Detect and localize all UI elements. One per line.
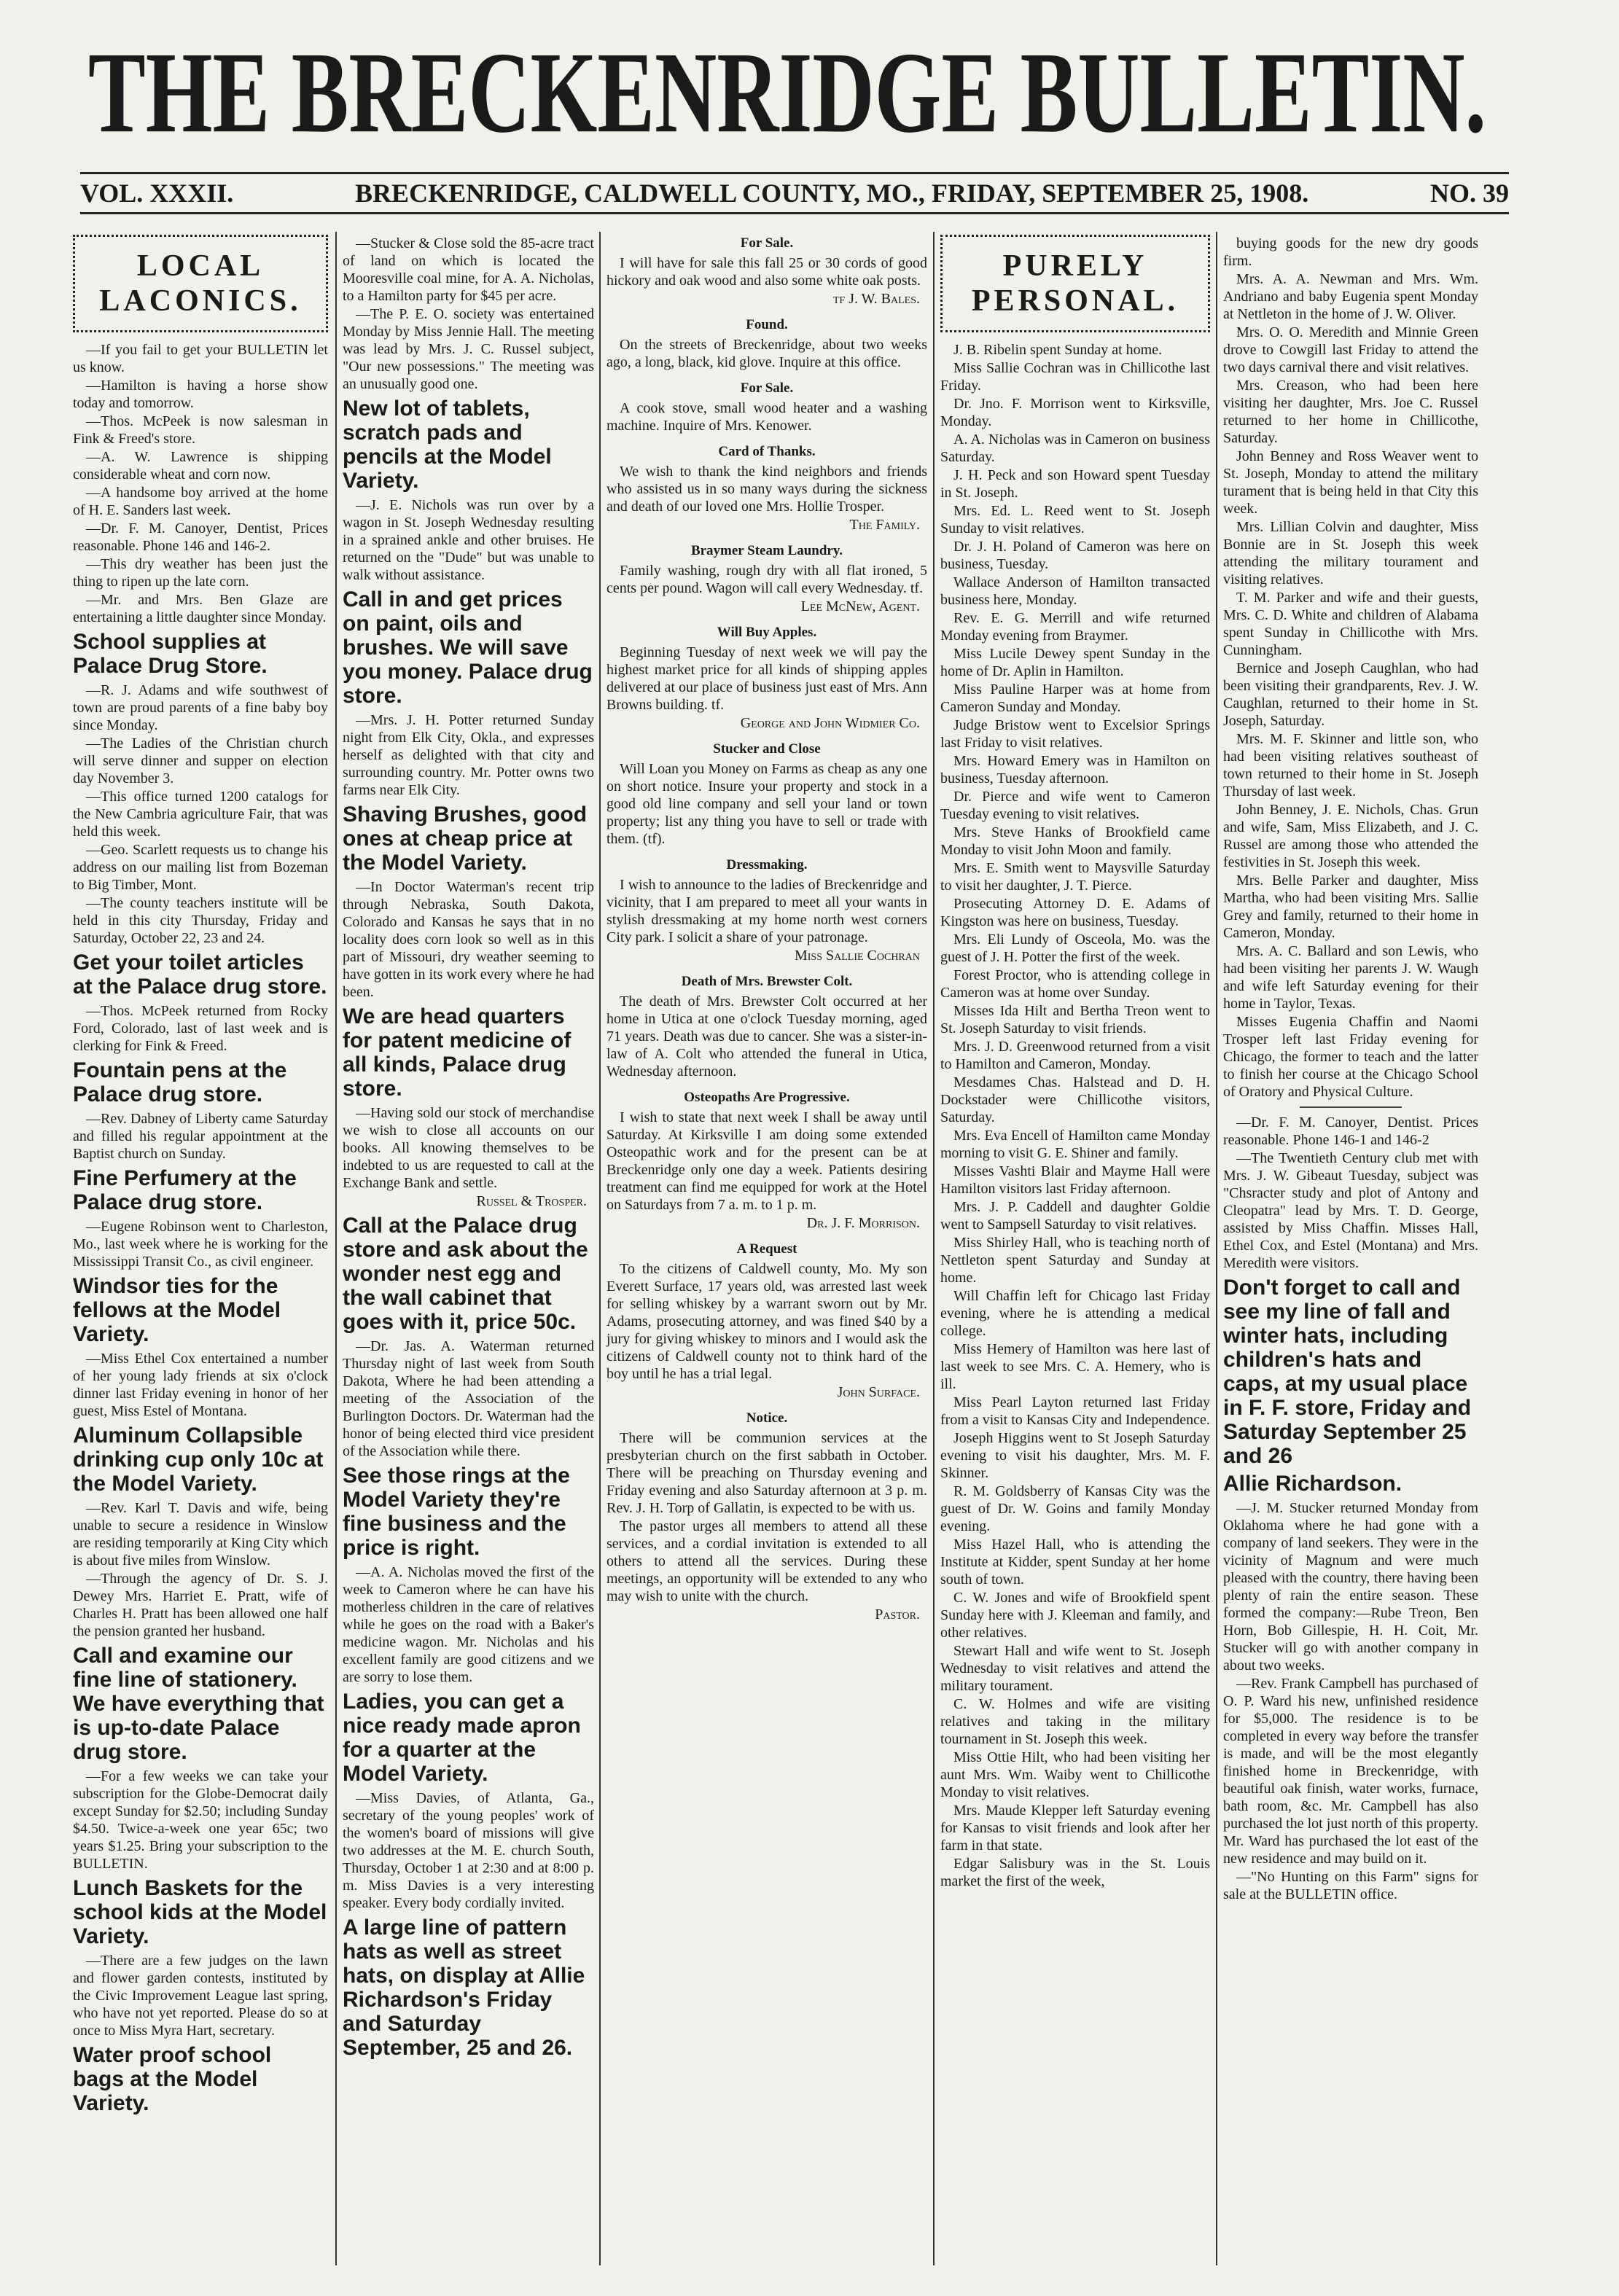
- news-item: J. H. Peck and son Howard spent Tuesday in St. Joseph.: [940, 467, 1210, 501]
- advertisement: Call in and get prices on paint, oils and brushes. We will save you money. Palace drug store.: [343, 587, 593, 708]
- advertisement: See those rings at the Model Variety they're fine business and the price is right.: [343, 1464, 570, 1560]
- news-item: Misses Ida Hilt and Bertha Treon went to St. Joseph Saturday to visit friends.: [940, 1003, 1210, 1036]
- news-item: —Miss Ethel Cox entertained a number of her young lady friends at six o'clock dinner last Friday evening in honor of her guest, Miss Estel of Montana.: [73, 1351, 328, 1419]
- news-item: —"No Hunting on this Farm" signs for sale at the BULLETIN office.: [1223, 1869, 1478, 1902]
- news-item: John Benney, J. E. Nichols, Chas. Grun and wife, Sam, Miss Elizabeth, and J. C. Russel are among those who attended the festivities in St. Joseph this week.: [1223, 802, 1478, 870]
- news-item: Mrs. A. C. Ballard and son Lewis, who had been visiting her parents J. W. Waugh and wife left Saturday evening for their home in Taylor, Texas.: [1223, 943, 1478, 1012]
- news-item: Mrs. Howard Emery was in Hamilton on business, Tuesday afternoon.: [940, 753, 1210, 786]
- news-item: —Dr. F. M. Canoyer, Dentist. Prices reasonable. Phone 146-1 and 146-2: [1223, 1114, 1478, 1148]
- advertisement: Allie Richardson.: [1223, 1472, 1403, 1496]
- news-item: —In Doctor Waterman's recent trip through Nebraska, South Dakota, Colorado and Kansas he says that in no locality does corn look so well as in this part of Missouri, dry weather seeming to have gotten in its work every where he had been.: [343, 879, 594, 1000]
- news-item: —R. J. Adams and wife southwest of town are proud parents of a fine baby boy since Monday.: [73, 682, 328, 733]
- news-item: Misses Vashti Blair and Mayme Hall were Hamilton visitors last Friday afternoon.: [940, 1163, 1210, 1197]
- advertisement: Don't forget to call and see my line of fall and winter hats, including children's hats and caps, at my usual place in F. F. store, Friday and Saturday September 25 and 26: [1223, 1276, 1472, 1468]
- article-heading: For Sale.: [740, 235, 794, 251]
- news-item: —For a few weeks we can take your subscription for the Globe-Democrat daily except Sunday for $2.50; including Sunday $4.50. Twice-a-week one year 65c; two years $1.25. Bring your subscription to the BULLETIN.: [73, 1768, 328, 1872]
- advertisement: Fine Perfumery at the Palace drug store.: [73, 1166, 297, 1214]
- advertisement: Shaving Brushes, good ones at cheap price at the Model Variety.: [343, 803, 588, 875]
- news-item: —This office turned 1200 catalogs for the New Cambria agriculture Fair, that was held this week.: [73, 789, 328, 840]
- article-heading: Notice.: [746, 1410, 788, 1426]
- news-item: On the streets of Breckenridge, about two weeks ago, a long, black, kid glove. Inquire at this office.: [606, 337, 927, 370]
- column-2: [343, 235, 594, 2063]
- news-item: —Through the agency of Dr. S. J. Dewey Mrs. Harriet E. Pratt, wife of Charles H. Pratt has been allowed one half the pension granted her husband.: [73, 1571, 328, 1639]
- news-item: T. M. Parker and wife and their guests, Mrs. C. D. White and children of Alabama spent Sunday in Chillicothe with Mrs. Cunningham.: [1223, 590, 1478, 658]
- news-item: Will Chaffin left for Chicago last Friday evening, where he is attending a medical college.: [940, 1288, 1210, 1339]
- news-item: Mrs. O. O. Meredith and Minnie Green drove to Cowgill last Friday to attend the two days carnival there and visit relatives.: [1223, 324, 1478, 375]
- news-item: Mrs. J. P. Caddell and daughter Goldie went to Sampsell Saturday to visit relatives.: [940, 1199, 1210, 1233]
- signature: Dr. J. F. Morrison.: [806, 1215, 920, 1231]
- news-item: Edgar Salisbury was in the St. Louis market the first of the week,: [940, 1856, 1210, 1889]
- column-3: [606, 235, 927, 1625]
- article-heading: Found.: [746, 317, 788, 332]
- news-item: C. W. Holmes and wife are visiting relatives and taking in the military tournament in St. Joseph this week.: [940, 1696, 1210, 1747]
- news-item: The pastor urges all members to attend all these services, and a cordial invitation is extended to all others to attend all the services. During these meetings, an opportunity will be extended to any who may wish to unite with the church.: [606, 1518, 927, 1604]
- news-item: Mrs. J. D. Greenwood returned from a visit to Hamilton and Cameron, Monday.: [940, 1039, 1210, 1072]
- news-item: Joseph Higgins went to St Joseph Saturday evening to visit his daughter, Mrs. M. F. Skinner.: [940, 1430, 1210, 1481]
- column-rule: [933, 232, 935, 2265]
- news-item: Miss Lucile Dewey spent Sunday in the home of Dr. Aplin in Hamilton.: [940, 646, 1210, 679]
- news-item: —Mr. and Mrs. Ben Glaze are entertaining a little daughter since Monday.: [73, 592, 328, 625]
- advertisement: School supplies at Palace Drug Store.: [73, 630, 268, 678]
- news-item: —Having sold our stock of merchandise we wish to close all accounts on our books. All knowing themselves to be indebted to us are requested to call at the Exchange Bank and settle.: [343, 1105, 594, 1191]
- advertisement: A large line of pattern hats as well as street hats, on display at Allie Richardson's Friday and Saturday September, 25 and 26.: [343, 1916, 585, 2060]
- news-item: Miss Hemery of Hamilton was here last of last week to see Mrs. C. A. Hemery, who is ill.: [940, 1341, 1210, 1392]
- news-item: Stewart Hall and wife went to St. Joseph Wednesday to visit relatives and attend the military tourament.: [940, 1643, 1210, 1694]
- news-item: I will have for sale this fall 25 or 30 cords of good hickory and oak wood and also some white oak posts.: [606, 255, 927, 289]
- dateline: [80, 172, 1509, 214]
- news-item: Miss Shirley Hall, who is teaching north of Nettleton spent Saturday and Sunday at home.: [940, 1235, 1210, 1286]
- news-item: Beginning Tuesday of next week we will pay the highest market price for all kinds of shipping apples delivered at our place of business just east of Mrs. Ann Browns building. tf.: [606, 644, 927, 713]
- masthead-title: THE BRECKENRIDGE BULLETIN.: [88, 28, 1486, 157]
- advertisement: Get your toilet articles at the Palace drug store.: [73, 950, 327, 999]
- separator-rule: [1300, 1106, 1402, 1108]
- advertisement: We are head quarters for patent medicine of all kinds, Palace drug store.: [343, 1004, 571, 1101]
- news-item: Mrs. Ed. L. Reed went to St. Joseph Sunday to visit relatives.: [940, 503, 1210, 536]
- news-item: Miss Ottie Hilt, who had been visiting her aunt Mrs. Wm. Waiby went to Chillicothe Monday to visit relatives.: [940, 1749, 1210, 1800]
- article-heading: Stucker and Close: [713, 741, 821, 757]
- advertisement: New lot of tablets, scratch pads and pencils at the Model Variety.: [343, 397, 552, 493]
- news-item: Mrs. Eva Encell of Hamilton came Monday morning to visit G. E. Shiner and family.: [940, 1128, 1210, 1161]
- news-item: Mrs. Lillian Colvin and daughter, Miss Bonnie are in St. Joseph this week attending the military tourament and visiting relatives.: [1223, 519, 1478, 587]
- signature: George and John Widmier Co.: [740, 715, 920, 731]
- news-item: —A. A. Nicholas moved the first of the week to Cameron where he can have his motherless children in the care of relatives while he goes on the road with a Baker's medicine wagon. Mr. Nicholas and his excellent family are good citizens and we are sorry to lose them.: [343, 1564, 594, 1685]
- article-heading: Braymer Steam Laundry.: [690, 543, 843, 558]
- volume-number: VOL. XXXII.: [80, 179, 234, 208]
- news-item: Will Loan you Money on Farms as cheap as any one on short notice. Insure your property and stock in a good old line company and sell your land or town property; list any thing you have to sell or trade with them. (tf).: [606, 761, 927, 847]
- news-item: Mrs. M. F. Skinner and little son, who had been visiting relatives southeast of town returned to their home in St. Joseph Thursday of last week.: [1223, 731, 1478, 800]
- advertisement: Windsor ties for the fellows at the Model Variety.: [73, 1274, 281, 1346]
- column-1: [73, 235, 328, 2119]
- news-item: —The Twentieth Century club met with Mrs. J. W. Gibeaut Tuesday, subject was "Chsracter study and plot of Antony and Cleopatra" lead by Mrs. T. D. George, assisted by Miss Chaffin. Misses Hall, Ethel Cox, and Estel (Montana) and Mrs. Meredith were visitors.: [1223, 1150, 1478, 1271]
- news-item: —J. E. Nichols was run over by a wagon in St. Joseph Wednesday resulting in a sprained ankle and other bruises. He returned on the "Dude" but was unable to walk without assistance.: [343, 497, 594, 583]
- advertisement: Call at the Palace drug store and ask about the wonder nest egg and the wall cabinet that goes with it, price 50c.: [343, 1214, 588, 1334]
- news-item: —Rev. Frank Campbell has purchased of O. P. Ward his new, unfinished residence for $5,000. The residence is to be completed in every way before the transfer is made, and will be the most elegantly finished home in Breckenridge, with beautiful oak finish, water works, furnace, bath room, &c. Mr. Campbell has also purchased the lot just north of this property. Mr. Ward has purchased the lot east of the new residence and may build on it.: [1223, 1676, 1478, 1867]
- signature: tf J. W. Bales.: [832, 291, 920, 307]
- article-heading: Osteopaths Are Progressive.: [684, 1090, 850, 1105]
- signature: Miss Sallie Cochran: [794, 948, 920, 964]
- news-item: —Eugene Robinson went to Charleston, Mo., last week where he is working for the Mississippi Transit Co., as civil engineer.: [73, 1219, 328, 1270]
- news-item: J. B. Ribelin spent Sunday at home.: [953, 342, 1163, 358]
- news-item: Miss Sallie Cochran was in Chillicothe last Friday.: [940, 360, 1210, 394]
- news-item: —J. M. Stucker returned Monday from Oklahoma where he had gone with a company of land seekers. They were in the vicinity of Magnum and were much pleased with the country, there having been plenty of rain the entire season. These formed the company:—Rube Treon, Ben Horn, Bob Gillespie, H. H. Coit, Mr. Stucker will go with another company in about two weeks.: [1223, 1500, 1478, 1674]
- news-item: Bernice and Joseph Caughlan, who had been visiting their grandparents, Rev. J. W. Caughlan, returned to their home in St. Joseph, Saturday.: [1223, 660, 1478, 729]
- news-item: Judge Bristow went to Excelsior Springs last Friday to visit relatives.: [940, 717, 1210, 751]
- signature: John Surface.: [837, 1384, 920, 1400]
- news-item: Forest Proctor, who is attending college in Cameron was at home over Sunday.: [940, 967, 1210, 1001]
- news-item: Prosecuting Attorney D. E. Adams of Kingston was here on business, Tuesday.: [940, 896, 1210, 929]
- signature: Russel & Trosper.: [476, 1193, 587, 1209]
- advertisement: Lunch Baskets for the school kids at the Model Variety.: [73, 1876, 327, 1948]
- news-item: R. M. Goldsberry of Kansas City was the guest of Dr. W. Goins and family Monday evening.: [940, 1483, 1210, 1534]
- news-item: —Rev. Karl T. Davis and wife, being unable to secure a residence in Winslow are residing temporarily at King City which is about five miles from Winslow.: [73, 1500, 328, 1569]
- article-heading: A Request: [736, 1241, 797, 1257]
- news-item: —Miss Davies, of Atlanta, Ga., secretary of the young peoples' work of the women's board of missions will give two addresses at the M. E. church South, Thursday, October 1 at 2:30 and at 8:00 p. m. Miss Davies is a very interesting speaker. Every body cordially invited.: [343, 1790, 594, 1911]
- news-item: Wallace Anderson of Hamilton transacted business here, Monday.: [940, 574, 1210, 608]
- news-item: Miss Hazel Hall, who is attending the Institute at Kidder, spent Sunday at her home south of town.: [940, 1536, 1210, 1588]
- advertisement: Call and examine our fine line of stationery. We have everything that is up-to-date Palace drug store.: [73, 1644, 324, 1764]
- news-item: Miss Pauline Harper was at home from Cameron Sunday and Monday.: [940, 682, 1210, 715]
- news-item: Misses Eugenia Chaffin and Naomi Trosper left last Friday evening for Chicago, the former to teach and the latter to finish her course at the Chicago School of Oratory and Physical Culture.: [1223, 1014, 1478, 1100]
- column-5: [1223, 235, 1478, 1904]
- place-and-date: BRECKENRIDGE, CALDWELL COUNTY, MO., FRIDAY, SEPTEMBER 25, 1908.: [355, 179, 1309, 208]
- section-banner: LOCAL LACONICS.: [73, 235, 328, 332]
- news-item: Rev. E. G. Merrill and wife returned Monday evening from Braymer.: [940, 610, 1210, 644]
- article-heading: Will Buy Apples.: [717, 625, 817, 640]
- news-item: —There are a few judges on the lawn and flower garden contests, instituted by the Civic Improvement League last spring, who have not yet reported. Please do so at once to Miss Myra Hart, secretary.: [73, 1953, 328, 2039]
- news-item: —A. W. Lawrence is shipping considerable wheat and corn now.: [73, 449, 328, 483]
- news-item: Mrs. E. Smith went to Maysville Saturday to visit her daughter, J. T. Pierce.: [940, 860, 1210, 894]
- column-4: [940, 235, 1210, 1891]
- news-item: Mrs. Belle Parker and daughter, Miss Martha, who had been visiting Mrs. Sallie Grey and family, returned to their home in Cameron, Monday.: [1223, 872, 1478, 941]
- news-item: I wish to announce to the ladies of Breckenridge and vicinity, that I am prepared to meet all your wants in stylish dressmaking at my home north west corners City park. I solicit a share of your patronage.: [606, 877, 927, 945]
- news-item: —The county teachers institute will be held in this city Thursday, Friday and Saturday, October 22, 23 and 24.: [73, 895, 328, 946]
- news-item: —Thos. McPeek returned from Rocky Ford, Colorado, last of last week and is clerking for Fink & Freed.: [73, 1003, 328, 1054]
- article-heading: For Sale.: [740, 380, 794, 396]
- news-item: —Hamilton is having a horse show today and tomorrow.: [73, 378, 328, 411]
- news-item: —Thos. McPeek is now salesman in Fink & Freed's store.: [73, 413, 328, 447]
- news-item: A. A. Nicholas was in Cameron on business Saturday.: [940, 432, 1210, 465]
- news-item: Dr. J. H. Poland of Cameron was here on business, Tuesday.: [940, 539, 1210, 572]
- news-item: —This dry weather has been just the thing to ripen up the late corn.: [73, 556, 328, 590]
- news-item: —If you fail to get your BULLETIN let us know.: [73, 342, 328, 375]
- signature: The Family.: [849, 517, 920, 533]
- news-item: —Rev. Dabney of Liberty came Saturday and filled his regular appointment at the Baptist church on Sunday.: [73, 1111, 328, 1162]
- issue-number: NO. 39: [1430, 179, 1509, 208]
- news-item: To the citizens of Caldwell county, Mo. My son Everett Surface, 17 years old, was arrested last week for selling whiskey by a warrant sworn out by Mr. Adams, prosecuting attorney, and was fined $40 by a jury for giving whiskey to minors and I would ask the citizens of Caldwell county not to think hard of the boy until he has a trial legal.: [606, 1261, 927, 1382]
- news-item: Mrs. Steve Hanks of Brookfield came Monday to visit John Moon and family.: [940, 824, 1210, 858]
- article-heading: Dressmaking.: [726, 857, 808, 872]
- advertisement: Fountain pens at the Palace drug store.: [73, 1058, 287, 1106]
- news-item: We wish to thank the kind neighbors and friends who assisted us in so many ways during the sickness and death of our loved one Mrs. Hollie Trosper.: [606, 464, 927, 515]
- article-heading: Card of Thanks.: [718, 444, 816, 459]
- news-item: Family washing, rough dry with all flat ironed, 5 cents per pound. Wagon will call every Wednesday. tf.: [606, 563, 927, 596]
- news-item: I wish to state that next week I shall be away until Saturday. At Kirksville I am doing some extended Osteopathic work and for the present can be at Breckenridge only one day a week. Patients desiring treatment can find me equipped for work at the Hotel on Saturdays from 7 a. m. to 1 p. m.: [606, 1109, 927, 1213]
- column-rule: [335, 232, 337, 2265]
- news-item: There will be communion services at the presbyterian church on the first sabbath in October. There will be preaching on Thursday evening and Friday evening and also Saturday afternoon at 3 p. m. Rev. J. H. Torp of Gallatin, is expected to be with us.: [606, 1430, 927, 1516]
- news-item: —A handsome boy arrived at the home of H. E. Sanders last week.: [73, 485, 328, 518]
- news-item: Mrs. A. A. Newman and Mrs. Wm. Andriano and baby Eugenia spent Monday at Nettleton in the home of J. W. Oliver.: [1223, 271, 1478, 322]
- advertisement: Water proof school bags at the Model Variety.: [73, 2043, 272, 2115]
- news-item: —Dr. F. M. Canoyer, Dentist, Prices reasonable. Phone 146 and 146-2.: [73, 520, 328, 554]
- news-item: buying goods for the new dry goods firm.: [1223, 235, 1478, 269]
- news-item: Miss Pearl Layton returned last Friday from a visit to Kansas City and Independence.: [940, 1394, 1210, 1428]
- news-item: —Stucker & Close sold the 85-acre tract of land on which is located the Mooresville coal mine, for A. A. Nicholas, to a Hamilton party for $45 per acre.: [343, 235, 594, 304]
- column-rule: [599, 232, 601, 2265]
- news-item: Mrs. Creason, who had been here visiting her daughter, Mrs. Joe C. Russel returned to her home in Chillicothe, Saturday.: [1223, 378, 1478, 446]
- news-item: —Geo. Scarlett requests us to change his address on our mailing list from Bozeman to Big Timber, Mont.: [73, 842, 328, 893]
- news-item: Dr. Pierce and wife went to Cameron Tuesday evening to visit relatives.: [940, 789, 1210, 822]
- signature: Lee McNew, Agent.: [800, 598, 920, 614]
- advertisement: Ladies, you can get a nice ready made apron for a quarter at the Model Variety.: [343, 1690, 581, 1786]
- news-item: The death of Mrs. Brewster Colt occurred at her home in Utica at one o'clock Tuesday morning, aged 71 years. Death was due to cancer. She was a sister-in-law of A. Colt who attended the funeral in Utica, Wednesday afternoon.: [606, 993, 927, 1079]
- news-item: Mrs. Maude Klepper left Saturday evening for Kansas to visit friends and look after her farm in that state.: [940, 1803, 1210, 1854]
- news-item: Mesdames Chas. Halstead and D. H. Dockstader were Chillicothe visitors, Saturday.: [940, 1074, 1210, 1125]
- news-item: John Benney and Ross Weaver went to St. Joseph, Monday to attend the military turament that is being held in that City this week.: [1223, 448, 1478, 517]
- news-item: —Dr. Jas. A. Waterman returned Thursday night of last week from South Dakota, Where he had been attending a meeting of the Association of the Burlington Doctors. Dr. Waterman had the honor of being elected third vice president of the Association while there.: [343, 1338, 594, 1459]
- news-item: —The P. E. O. society was entertained Monday by Miss Jennie Hall. The meeting was lead by Mrs. J. C. Russel subject, "Our new possessions." The meeting was an unusually good one.: [343, 306, 594, 392]
- column-rule: [1216, 232, 1217, 2265]
- news-item: Mrs. Eli Lundy of Osceola, Mo. was the guest of J. H. Potter the first of the week.: [940, 932, 1210, 965]
- news-item: C. W. Jones and wife of Brookfield spent Sunday here with J. Kleeman and family, and other relatives.: [940, 1590, 1210, 1641]
- news-item: Dr. Jno. F. Morrison went to Kirksville, Monday.: [940, 396, 1210, 429]
- article-heading: Death of Mrs. Brewster Colt.: [681, 974, 853, 989]
- news-item: —The Ladies of the Christian church will serve dinner and supper on election day November 3.: [73, 735, 328, 786]
- signature: Pastor.: [875, 1606, 920, 1623]
- news-item: A cook stove, small wood heater and a washing machine. Inquire of Mrs. Kenower.: [606, 400, 927, 434]
- news-item: —Mrs. J. H. Potter returned Sunday night from Elk City, Okla., and expresses herself as delighted with that city and surrounding country. Mr. Potter owns two farms near Elk City.: [343, 712, 594, 798]
- section-banner: PURELY PERSONAL.: [940, 235, 1210, 332]
- advertisement: Aluminum Collapsible drinking cup only 10c at the Model Variety.: [73, 1424, 324, 1496]
